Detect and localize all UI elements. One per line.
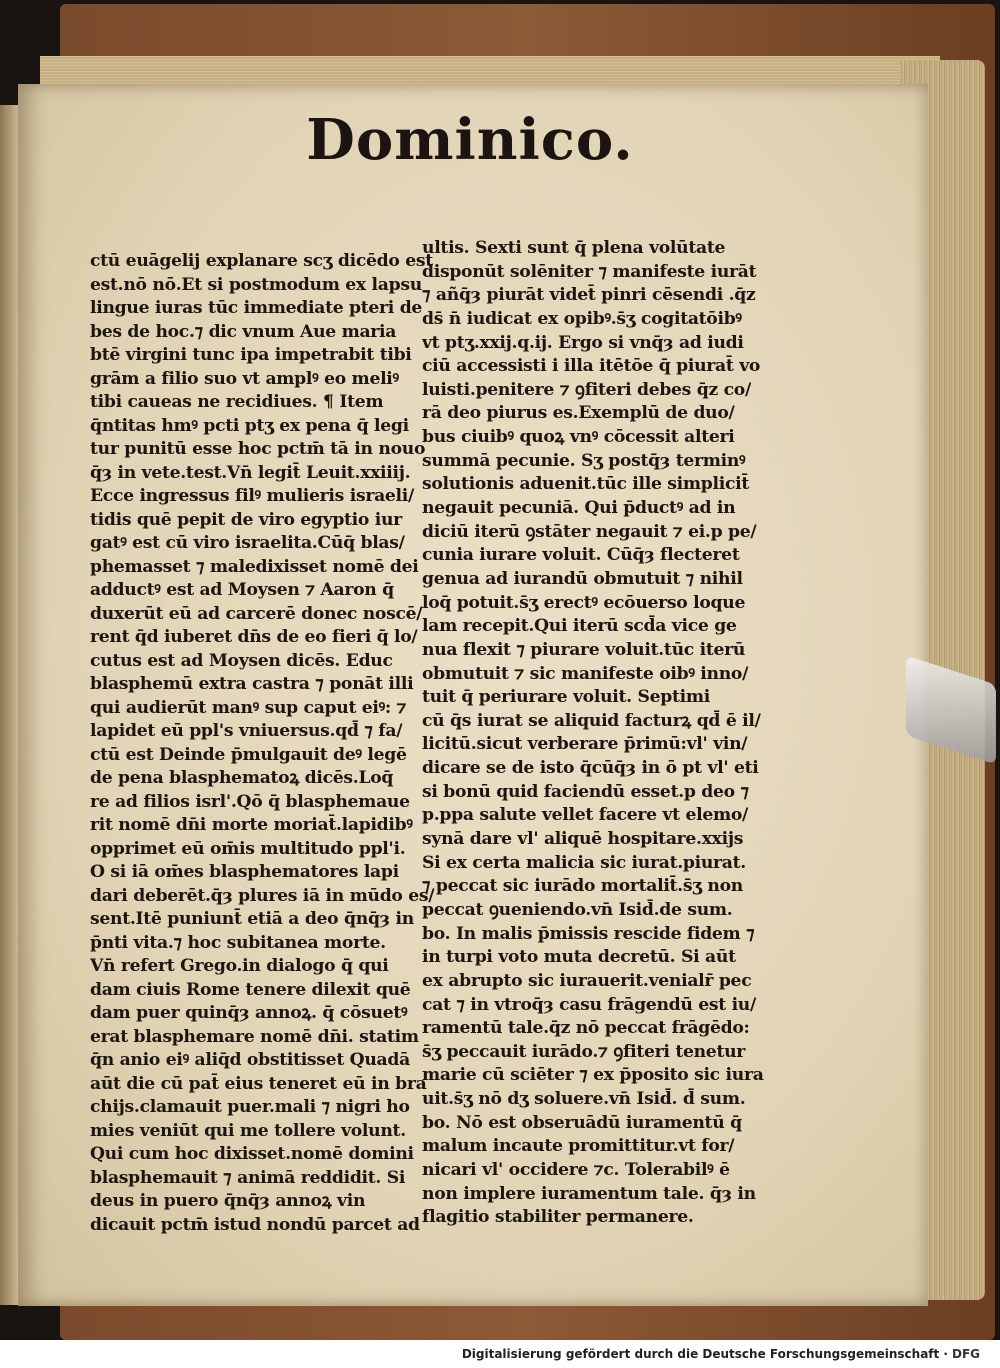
text-line: phemasset ⁊ maledixisset nomē dei — [90, 556, 419, 577]
text-line: duxerūt eū ad carcerē donec noscē/ — [90, 603, 423, 624]
text-line: disponūt solēniter ⁊ manifeste iurāt — [422, 261, 757, 282]
text-line: O si iā om̄es blasphematores lapi — [90, 862, 399, 882]
text-line: peccat ꝯueniendo.vn̄ Isid̄.de sum. — [422, 899, 733, 920]
text-line: erat blasphemare nomē dn̄i. statim — [90, 1026, 419, 1047]
text-line: rit nomē dn̄i morte moriat̄.lapidibꝰ — [90, 815, 413, 835]
text-line: marie cū sciēter ⁊ ex p̄posito sic iura — [422, 1065, 764, 1086]
text-line: p̄nti vita.⁊ hoc subitanea morte. — [90, 932, 386, 953]
text-line: sent.Itē puniunt̄ etiā a deo q̄nq̄ȝ in — [90, 909, 414, 929]
text-line: vt ptʒ.xxij.q.ij. Ergo si vnq̄ȝ ad iudi — [422, 332, 744, 353]
text-line: tidis quē pepit de viro egyptio iur — [90, 509, 402, 530]
text-line: adductꝰ est ad Moysen ⁊ Aaron q̄ — [90, 580, 394, 600]
text-line: est.nō nō.Et si postmodum ex lapsu — [90, 274, 422, 295]
text-line: opprimet eū om̄is multitudo ppl'i. — [90, 838, 406, 859]
text-line: licitū.sicut verberare p̄rimū:vl' vin/ — [422, 734, 748, 755]
text-line: uit.s̄ʒ nō dʒ soluere.vn̄ Isid̄. d̄ sum. — [422, 1089, 746, 1110]
text-line: btē virgini tunc ipa impetrabit tibi — [90, 345, 412, 365]
text-line: q̄n anio eiꝰ aliq̄d obstitisset Quadā — [90, 1050, 410, 1070]
text-line: bes de hoc.⁊ dic vnum Aue maria — [90, 321, 397, 342]
text-line: Vn̄ refert Grego.in dialogo q̄ qui — [90, 956, 389, 976]
text-line: ctū euāgelij explanare scʒ dicēdo est — [90, 251, 433, 271]
text-line: rā deo piurus es.Exemplū de duo/ — [422, 403, 735, 424]
text-line: q̄ȝ in vete.test.Vn̄ legit̄ Leuit.xxiiij. — [90, 462, 411, 483]
text-line: cutus est ad Moysen dicēs. Educ — [90, 650, 393, 671]
text-line: dicare se de isto q̄cūq̄ȝ in ō pt vl' eti — [422, 758, 759, 779]
text-line: in turpi voto muta decretū. Si aūt — [422, 947, 736, 968]
text-line: rent q̄d iuberet dn̄s de eo fieri q̄ lo/ — [90, 627, 418, 647]
text-line: qui audierūt manꝰ sup caput eiꝰ: ⁊ — [90, 697, 407, 718]
text-line: Qui cum hoc dixisset.nomē domini — [90, 1144, 414, 1164]
text-line: flagitio stabiliter permanere. — [422, 1207, 694, 1228]
text-line: ramentū tale.q̄z nō peccat frāgēdo: — [422, 1018, 750, 1039]
text-line: q̄ntitas hmꝰ pcti ptʒ ex pena q̄ legi — [90, 415, 409, 436]
text-line: de pena blasphematoꝝ dicēs.Loq̄ — [90, 768, 394, 788]
text-line: ⁊ añq̄ȝ piurāt videt̄ pinri cēsendi .q̄z — [422, 285, 756, 306]
text-line: dicauit pctm̄ istud nondū parcet ad — [90, 1214, 420, 1235]
text-line: tibi caueas ne recidiues. ¶ Item — [90, 392, 384, 412]
text-line: ultis. Sexti sunt q̄ plena volūtate — [422, 238, 726, 258]
page-heading: Dominico. — [306, 107, 634, 173]
text-line: re ad filios isrl'.Qō q̄ blasphemaue — [90, 791, 410, 812]
text-line: chijs.clamauit puer.mali ⁊ nigri ho — [90, 1097, 410, 1117]
text-line: ctū est Deinde p̄mulgauit deꝰ legē — [90, 744, 407, 765]
text-line: ⁊ peccat sic iurādo mortalit̄.s̄ʒ non — [422, 876, 743, 897]
text-line: lapidet eū ppl's vniuersus.qd̄ ⁊ fa/ — [90, 721, 403, 741]
text-line: blasphemauit ⁊ animā reddidit. Si — [90, 1167, 406, 1188]
text-line: Si ex certa malicia sic iurat.piurat. — [422, 852, 746, 873]
text-line: dari deberēt.q̄ȝ plures iā in mūdo es/ — [90, 885, 435, 906]
text-line: lam recepit.Qui iterū scd̄a vice ge — [422, 616, 737, 637]
text-line: bo. Nō est obseruādū iuramentū q̄ — [422, 1112, 742, 1133]
text-line: malum incaute promittitur.vt for/ — [422, 1136, 735, 1157]
text-line: grām a filio suo vt amplꝰ eo meliꝰ — [90, 368, 399, 389]
text-line: blasphemū extra castra ⁊ ponāt illi — [90, 674, 414, 694]
text-line: cū q̄s iurat se aliquid facturꝝ qd̄ ē il/ — [422, 710, 761, 731]
text-line: cat ⁊ in vtroq̄ȝ casu frāgendū est iu/ — [422, 994, 756, 1015]
text-line: gatꝰ est cū viro israelita.Cūq̄ blas/ — [90, 533, 405, 553]
text-column-right — [422, 237, 778, 1230]
text-line: dam puer quinq̄ȝ annoꝝ. q̄ cōsuetꝰ — [90, 1003, 408, 1023]
text-column-left — [90, 250, 448, 1237]
text-line: non implere iuramentum tale. q̄ȝ in — [422, 1183, 756, 1204]
text-line: nua flexit ⁊ piurare voluit.tūc iterū — [422, 639, 746, 660]
text-line: ciū accessisti i illa itētōe q̄ piurat̄ vo — [422, 356, 761, 377]
text-line: si bonū quid faciendū esset.p deo ⁊ — [422, 781, 749, 802]
text-line: bus ciuibꝰ quoꝝ vnꝰ cōcessit alteri — [422, 427, 735, 448]
text-line: ds̄ n̄ iudicat ex opibꝰ.s̄ʒ cogitatōibꝰ — [422, 308, 742, 329]
text-line: ex abrupto sic iurauerit.venialr̄ pec — [422, 970, 752, 991]
text-line: nicari vl' occidere ⁊c. Tolerabilꝰ ē — [422, 1159, 730, 1180]
text-line: cunia iurare voluit. Cūq̄ȝ flecteret — [422, 545, 740, 566]
text-line: deus in puero q̄nq̄ȝ annoꝝ vin — [90, 1191, 366, 1211]
text-line: summā pecunie. Sʒ postq̄ȝ terminꝰ — [422, 450, 746, 471]
dfg-logo: DFG — [952, 1347, 981, 1361]
text-line: loq̄ potuit.s̄ʒ erectꝰ ecōuerso loque — [422, 592, 746, 613]
text-line: dam ciuis Rome tenere dilexit quē — [90, 979, 411, 1000]
text-line: p.ppa salute vellet facere vt elemo/ — [422, 805, 749, 826]
text-line: genua ad iurandū obmutuit ⁊ nihil — [422, 568, 743, 589]
text-line: s̄ʒ peccauit iurādo.⁊ ꝯfiteri tenetur — [422, 1041, 746, 1062]
text-line: solutionis aduenit.tūc ille simplicit̄ — [422, 474, 750, 495]
text-line: obmutuit ⁊ sic manifeste oibꝰ inno/ — [422, 663, 749, 684]
footer-bar — [0, 1340, 1000, 1368]
text-line: bo. In malis p̄missis rescide fidem ⁊ — [422, 923, 755, 944]
text-line: negauit pecuniā. Qui p̄ductꝰ ad in — [422, 498, 736, 519]
text-line: tuit q̄ periurare voluit. Septimi — [422, 687, 710, 708]
text-line: lingue iuras tūc immediate pteri de — [90, 298, 423, 318]
text-line: mies veniūt qui me tollere volunt. — [90, 1120, 406, 1141]
text-line: luisti.penitere ⁊ ꝯfiteri debes q̄z co/ — [422, 379, 751, 400]
text-line: synā dare vl' aliquē hospitare.xxijs — [422, 829, 744, 850]
text-line: tur punitū esse hoc pctm̄ tā in nouo — [90, 439, 426, 459]
text-line: aūt die cū pat̄ eius teneret eū in bra — [90, 1073, 427, 1094]
footer-credit: Digitalisierung gefördert durch die Deutsche Forschungsgemeinschaft · — [461, 1347, 948, 1361]
text-line: Ecce ingressus filꝰ mulieris israeli/ — [90, 486, 414, 506]
text-line: diciū iterū ꝯstāter negauit ⁊ ei.p pe/ — [422, 521, 757, 542]
